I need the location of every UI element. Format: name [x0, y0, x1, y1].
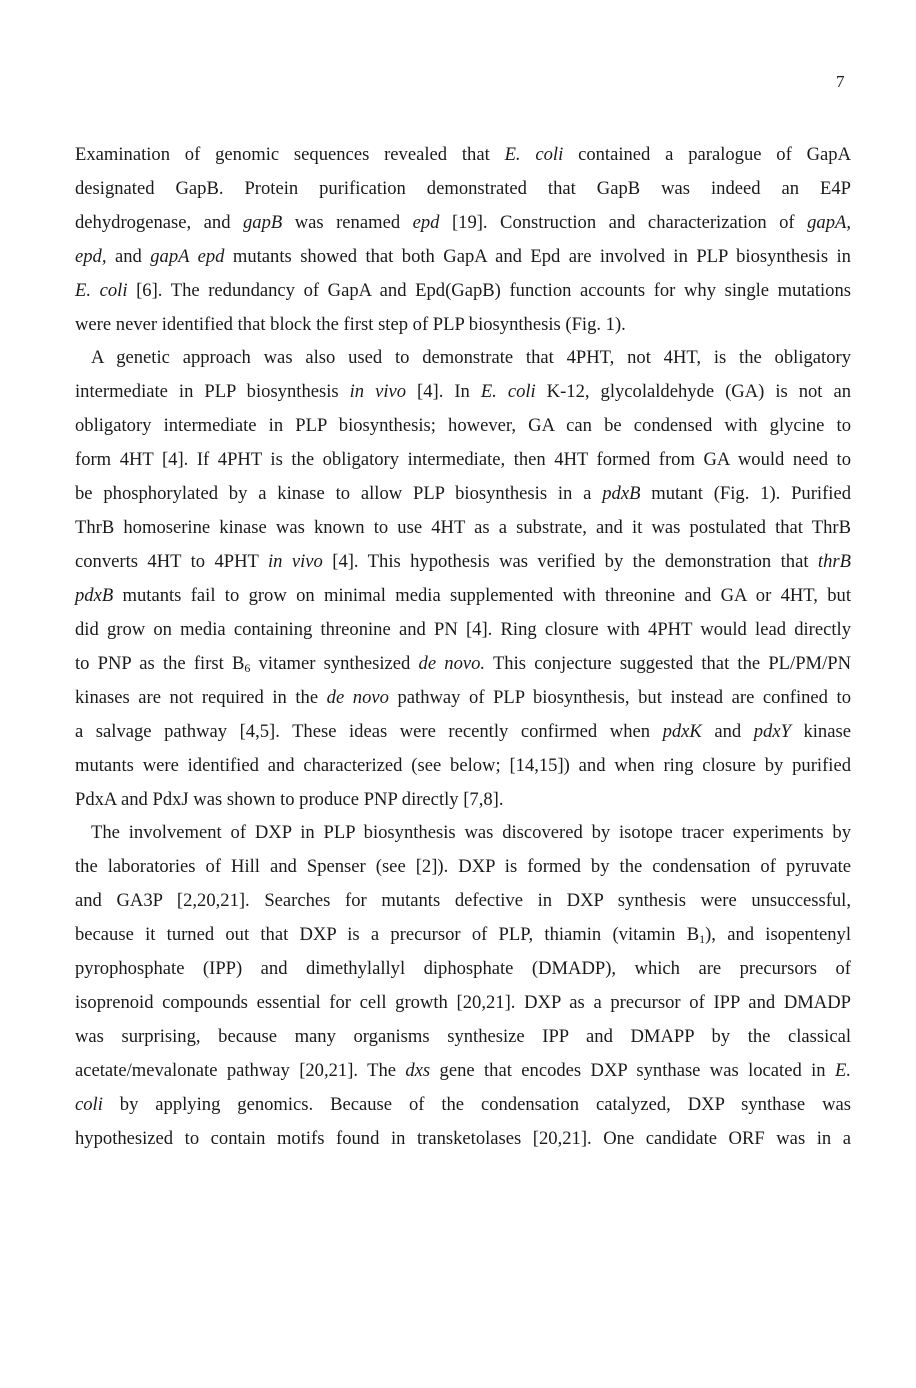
italic-term: E. — [834, 1060, 851, 1081]
text-span: by applying genomics. Because of the condensation catalyzed, DXP synthase was — [102, 1094, 851, 1115]
text-span: dehydrogenase, and — [75, 212, 243, 233]
italic-term: thrB — [817, 551, 851, 572]
text-line — [75, 1059, 851, 1083]
text-line — [75, 889, 851, 913]
text-span: was surprising, because many organisms synthesize IPP and DMAPP by the classical — [75, 1026, 851, 1047]
text-span: kinases are not required in the — [75, 687, 327, 708]
text-span: a salvage pathway [4,5]. These ideas were recently confirmed when — [75, 721, 663, 742]
text-line — [75, 245, 851, 269]
italic-term: de novo. — [418, 653, 486, 674]
text-span: converts 4HT to 4PHT — [75, 551, 268, 572]
text-span: isoprenoid compounds essential for cell growth [20,21]. DXP as a precursor of IPP and DMADP — [75, 992, 851, 1013]
text-line — [75, 991, 851, 1015]
italic-term: in vivo — [349, 381, 407, 402]
text-line — [91, 346, 851, 370]
italic-term: pdxK — [662, 721, 702, 742]
text-span: the laboratories of Hill and Spenser (see [2]). DXP is formed by the condensation of pyruvate — [75, 856, 851, 877]
subscript: 6 — [244, 661, 251, 675]
text-span: pyrophosphate (IPP) and dimethylallyl diphosphate (DMADP), which are precursors of — [75, 958, 851, 979]
text-span: hypothesized to contain motifs found in transketolases [20,21]. One candidate ORF was in a — [75, 1128, 851, 1149]
text-span: obligatory intermediate in PLP biosynthesis; however, GA can be condensed with glycine to — [75, 415, 851, 436]
text-line — [75, 177, 851, 201]
italic-term: pdxB — [75, 585, 114, 606]
text-line — [75, 143, 851, 167]
text-line — [75, 686, 851, 710]
text-span: mutants fail to grow on minimal media supplemented with threonine and GA or 4HT, but — [113, 585, 851, 606]
text-span: ThrB homoserine kinase was known to use 4HT as a substrate, and it was postulated that ThrB — [75, 517, 851, 538]
text-span: K-12, glycolaldehyde (GA) is not an — [535, 381, 851, 402]
italic-term: dxs — [405, 1060, 431, 1081]
text-span: acetate/mevalonate pathway [20,21]. The — [75, 1060, 406, 1081]
text-span: and GA3P [2,20,21]. Searches for mutants defective in DXP synthesis were unsuccessful, — [75, 890, 851, 911]
text-span: to PNP as the first B — [75, 653, 245, 674]
text-span: The involvement of DXP in PLP biosynthesis was discovered by isotope tracer experiments by — [91, 822, 851, 843]
text-line — [75, 448, 851, 472]
text-line — [91, 821, 851, 845]
text-line — [75, 788, 851, 812]
text-line — [75, 1093, 851, 1117]
subscript: 1 — [699, 932, 706, 946]
text-span: [4]. In — [406, 381, 481, 402]
italic-term: in vivo — [267, 551, 323, 572]
text-span: contained a paralogue of GapA — [563, 144, 851, 165]
text-line — [75, 754, 851, 778]
italic-term: epd — [412, 212, 440, 233]
text-span: because it turned out that DXP is a precursor of PLP, thiamin (vitamin B — [75, 924, 700, 945]
text-span: vitamer synthesized — [250, 653, 419, 674]
text-line — [75, 380, 851, 404]
text-span: Examination of genomic sequences revealed that — [75, 144, 505, 165]
italic-term: gapA, — [807, 212, 852, 233]
text-line — [75, 618, 851, 642]
text-span: [19]. Construction and characterization of — [439, 212, 808, 233]
text-line — [75, 414, 851, 438]
text-span: mutants were identified and characterized (see below; [14,15]) and when ring closure by purified — [75, 755, 851, 776]
text-span: designated GapB. Protein purification demonstrated that GapB was indeed an E4P — [75, 178, 851, 199]
text-span: form 4HT [4]. If 4PHT is the obligatory intermediate, then 4HT formed from GA would need to — [75, 449, 851, 470]
italic-term: coli — [75, 1094, 103, 1115]
text-span: This conjecture suggested that the PL/PM/PN — [485, 653, 852, 674]
text-span: PdxA and PdxJ was shown to produce PNP directly [7,8]. — [75, 789, 504, 810]
text-span: be phosphorylated by a kinase to allow PLP biosynthesis in a — [75, 483, 603, 504]
italic-term: gapB — [242, 212, 283, 233]
text-span: [4]. This hypothesis was verified by the demonstration that — [322, 551, 818, 572]
text-line — [75, 516, 851, 540]
text-line — [75, 652, 851, 676]
italic-term: pdxB — [602, 483, 641, 504]
text-span: mutants showed that both GapA and Epd are involved in PLP biosynthesis in — [224, 246, 851, 267]
italic-term: E. coli — [75, 280, 128, 301]
text-span: [6]. The redundancy of GapA and Epd(GapB) function accounts for why single mutations — [127, 280, 851, 301]
text-line — [75, 482, 851, 506]
italic-term: pdxY — [753, 721, 791, 742]
text-span: intermediate in PLP biosynthesis — [75, 381, 350, 402]
italic-term: gapA epd — [150, 246, 225, 267]
text-line — [75, 1127, 851, 1151]
text-span: mutant (Fig. 1). Purified — [640, 483, 851, 504]
text-line — [75, 550, 851, 574]
italic-term: E. coli — [504, 144, 564, 165]
text-line — [75, 584, 851, 608]
text-line — [75, 279, 851, 303]
text-line — [75, 855, 851, 879]
page-number: 7 — [836, 72, 845, 91]
text-span: and — [106, 246, 151, 267]
text-span: was renamed — [282, 212, 413, 233]
italic-term: E. coli — [480, 381, 536, 402]
text-line — [75, 1025, 851, 1049]
text-span: were never identified that block the first step of PLP biosynthesis (Fig. 1). — [75, 314, 626, 335]
text-span: pathway of PLP biosynthesis, but instead are confined to — [388, 687, 851, 708]
italic-term: epd, — [75, 246, 107, 267]
text-line — [75, 211, 851, 235]
text-span: A genetic approach was also used to demonstrate that 4PHT, not 4HT, is the obligatory — [91, 347, 851, 368]
text-line — [75, 313, 851, 337]
text-span: gene that encodes DXP synthase was located in — [430, 1060, 835, 1081]
text-line — [75, 720, 851, 744]
text-span: kinase — [790, 721, 851, 742]
text-line — [75, 923, 851, 947]
text-line — [75, 957, 851, 981]
text-span: and — [701, 721, 754, 742]
italic-term: de novo — [326, 687, 389, 708]
text-span: did grow on media containing threonine and PN [4]. Ring closure with 4PHT would lead directly — [75, 619, 851, 640]
text-span: ), and isopentenyl — [705, 924, 851, 945]
